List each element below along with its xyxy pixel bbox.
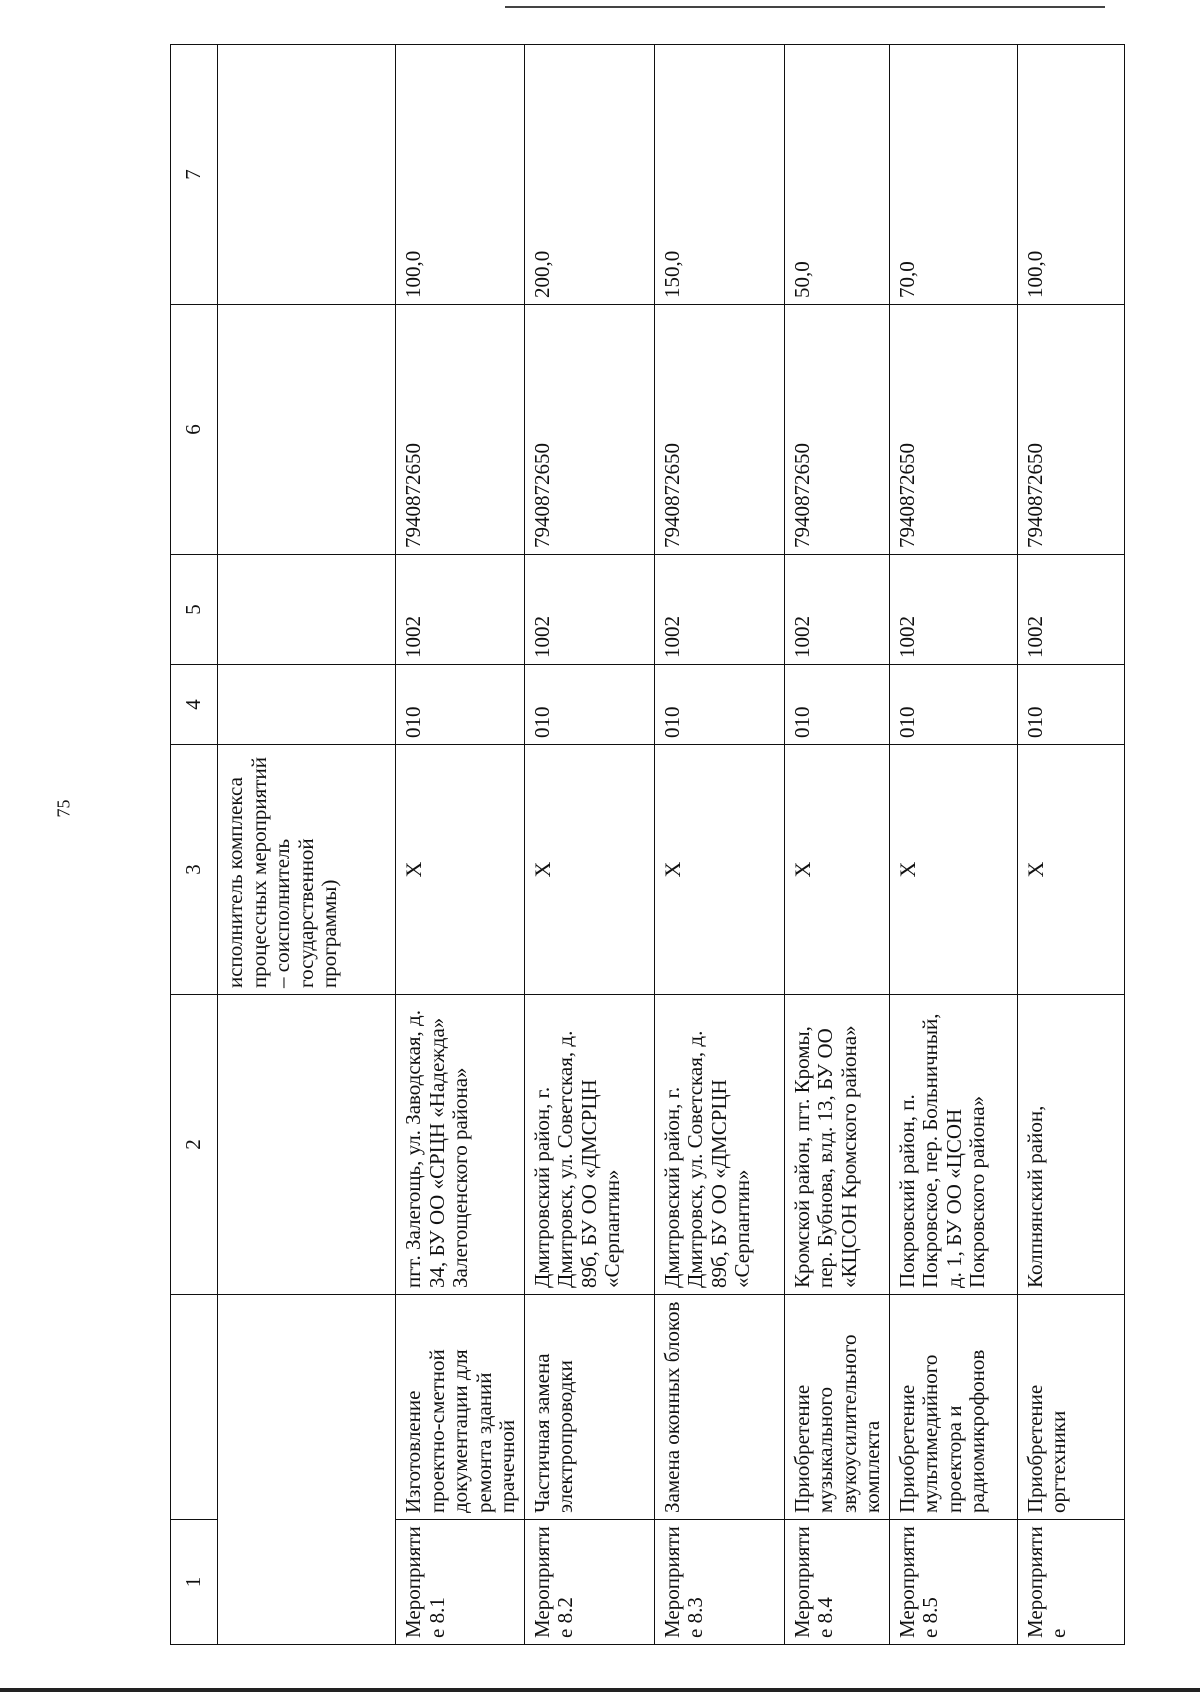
header-col-1: 1 [171,1520,218,1645]
continuation-blank-6 [218,305,396,555]
row-col-6: 7940872650 [1017,305,1124,555]
continuation-blank-5 [218,555,396,665]
row-id: Мероприятие 8.2 [524,1520,654,1645]
row-col-5: 1002 [784,555,889,665]
row-id: Мероприятие 8.5 [889,1520,1017,1645]
continuation-blank-1 [218,1295,396,1645]
continuation-row [218,45,396,1645]
row-col-5: 1002 [654,555,784,665]
row-col-5: 1002 [1017,555,1124,665]
row-col-7: 50,0 [784,45,889,305]
row-address: Дмитровский район, г. Дмитровск, ул. Советская, д. 89б, БУ ОО «ДМСРЦН «Серпантин» [524,995,654,1295]
row-address: Покровский район, п. Покровское, пер. Больничный, д. 1, БУ ОО «ЦСОН Покровского района» [889,995,1017,1295]
header-col-3: 3 [171,745,218,995]
row-id: Мероприятие 8.4 [784,1520,889,1645]
row-col-7: 150,0 [654,45,784,305]
program-activities-table [170,44,1125,1645]
table-row [396,45,525,1645]
continuation-col-3: исполнитель комплекса процессных мероприятий – соисполнитель государственной программы) [218,745,396,995]
table-row [654,45,784,1645]
row-col-6: 7940872650 [784,305,889,555]
table-row [1017,45,1124,1645]
row-col-3: Х [889,745,1017,995]
row-name: Частичная замена электропроводки [524,1295,654,1520]
row-name: Приобретение музыкального звукоусилительного комплекта [784,1295,889,1520]
row-col-6: 7940872650 [654,305,784,555]
row-address: Дмитровский район, г. Дмитровск, ул. Советская, д. 89б, БУ ОО «ДМСРЦН «Серпантин» [654,995,784,1295]
row-col-7: 100,0 [396,45,525,305]
row-address: Кромской район, пгт. Кромы, пер. Бубнова, влд. 13, БУ ОО «КЦСОН Кромского района» [784,995,889,1295]
row-col-4: 010 [654,665,784,745]
row-col-4: 010 [1017,665,1124,745]
row-col-5: 1002 [524,555,654,665]
continuation-blank-4 [218,665,396,745]
page-number: 75 [53,799,74,818]
row-col-7: 200,0 [524,45,654,305]
row-name: Изготовление проектно-сметной документации для ремонта зданий прачечной [396,1295,525,1520]
row-col-3: Х [784,745,889,995]
continuation-blank-7 [218,45,396,305]
header-col-6: 6 [171,305,218,555]
header-col-5: 5 [171,555,218,665]
bottom-scan-rule [0,1688,1200,1692]
row-col-7: 70,0 [889,45,1017,305]
row-id: Мероприятие [1017,1520,1124,1645]
header-col-7: 7 [171,45,218,305]
table-row [889,45,1017,1645]
row-col-6: 7940872650 [889,305,1017,555]
continuation-blank-2 [218,995,396,1295]
row-col-3: Х [654,745,784,995]
row-col-4: 010 [784,665,889,745]
row-address: пгт. Залегощь, ул. Заводская, д. 34, БУ ОО «СРЦН «Надежда» Залегощенского района» [396,995,525,1295]
table-row [784,45,889,1645]
row-col-5: 1002 [889,555,1017,665]
row-id: Мероприятие 8.1 [396,1520,525,1645]
row-col-5: 1002 [396,555,525,665]
header-row [171,45,218,1645]
row-col-4: 010 [524,665,654,745]
row-col-7: 100,0 [1017,45,1124,305]
row-col-3: Х [524,745,654,995]
top-scan-rule [505,6,1105,8]
row-col-3: Х [396,745,525,995]
header-col-4: 4 [171,665,218,745]
row-name: Замена оконных блоков [654,1295,784,1520]
header-col-1b [171,1295,218,1520]
row-col-3: Х [1017,745,1124,995]
row-name: Приобретение мультимедийного проектора и радиомикрофонов [889,1295,1017,1520]
row-col-6: 7940872650 [396,305,525,555]
row-address: Колпнянский район, [1017,995,1124,1295]
row-id: Мероприятие 8.3 [654,1520,784,1645]
row-col-4: 010 [396,665,525,745]
row-col-6: 7940872650 [524,305,654,555]
header-col-2: 2 [171,995,218,1295]
table-row [524,45,654,1645]
row-col-4: 010 [889,665,1017,745]
row-name: Приобретение оргтехники [1017,1295,1124,1520]
rotated-table-wrapper [170,45,1105,1645]
